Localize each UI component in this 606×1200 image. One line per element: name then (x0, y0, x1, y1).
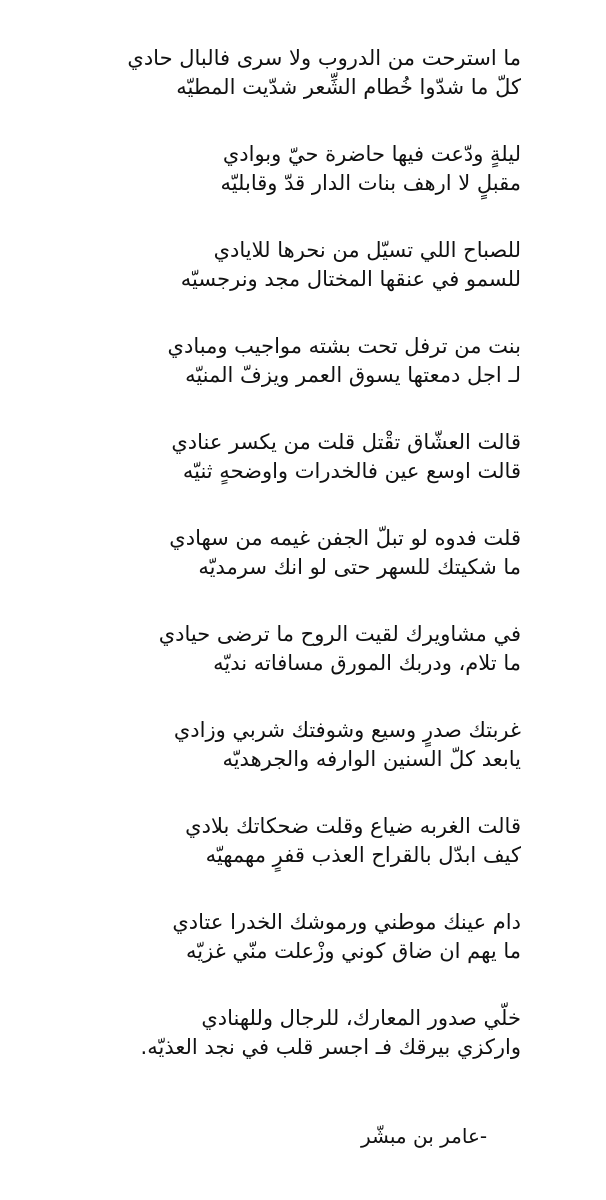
verse-line: مقبلٍ لا ارهف بنات الدار قدّ وقابليّه (220, 171, 521, 195)
verse-line: ليلةٍ ودّعت فيها حاضرة حيّ وبوادي (222, 142, 521, 166)
stanza-2 (0, 138, 606, 234)
stanza-11 (0, 1002, 606, 1098)
verse-line: قالت العشّاق تقْتل قلت من يكسر عنادي (171, 430, 521, 454)
verse-line: بنت من ترفل تحت بشته مواجيب ومبادي (167, 334, 521, 358)
verse-line: قالت الغربه ضياع وقلت ضحكاتك بلادي (185, 814, 521, 838)
verse-line: في مشاويرك لقيت الروح ما ترضى حيادي (158, 622, 521, 646)
verse-line: واركزي بيرقك فـ اجسر قلب في نجد العذيّه. (140, 1035, 521, 1059)
stanza-1 (0, 42, 606, 138)
verse-line: غربتك صدرٍ وسيع وشوفتك شربي وزادي (173, 718, 521, 742)
verse-line: ما استرحت من الدروب ولا سرى فالبال حادي (127, 46, 521, 70)
stanza-8 (0, 714, 606, 810)
verse-line: خلّي صدور المعارك، للرجال وللهنادي (201, 1006, 521, 1030)
stanza-9 (0, 810, 606, 906)
stanza-3 (0, 234, 606, 330)
verse-line: ما شكيتك للسهر حتى لو انك سرمديّه (198, 555, 521, 579)
verse-line: للسمو في عنقها المختال مجد ونرجسيّه (180, 267, 521, 291)
verse-line: كيف ابدّل بالقراح العذب قفرٍ مهمهيّه (205, 843, 521, 867)
verse-line: ما يهم ان ضاق كوني وزْعلت منّي غزيّه (186, 939, 521, 963)
verse-line: دام عينك موطني ورموشك الخدرا عتادي (172, 910, 521, 934)
verse-line: قالت اوسع عين فالخدرات واوضحهٍ ثنيّه (182, 459, 521, 483)
stanza-6 (0, 522, 606, 618)
verse-line: يابعد كلّ السنين الوارفه والجرهديّه (222, 747, 521, 771)
stanza-10 (0, 906, 606, 1002)
verse-line: ما تلام، ودربك المورق مسافاته نديّه (213, 651, 521, 675)
stanza-5 (0, 426, 606, 522)
stanza-4 (0, 330, 606, 426)
poem (0, 42, 606, 1098)
stanza-7 (0, 618, 606, 714)
verse-line: للصباح اللي تسيّل من نحرها للايادي (213, 238, 521, 262)
verse-line: كلّ ما شدّوا خُطام الشِّعر شدّيت المطيّه (176, 75, 521, 99)
verse-line: قلت فدوه لو تبلّ الجفن غيمه من سهادي (169, 526, 521, 550)
author-signature: -عامر بن مبشّر (361, 1124, 488, 1148)
verse-line: لـ اجل دمعتها يسوق العمر ويزفّ المنيّه (185, 363, 521, 387)
